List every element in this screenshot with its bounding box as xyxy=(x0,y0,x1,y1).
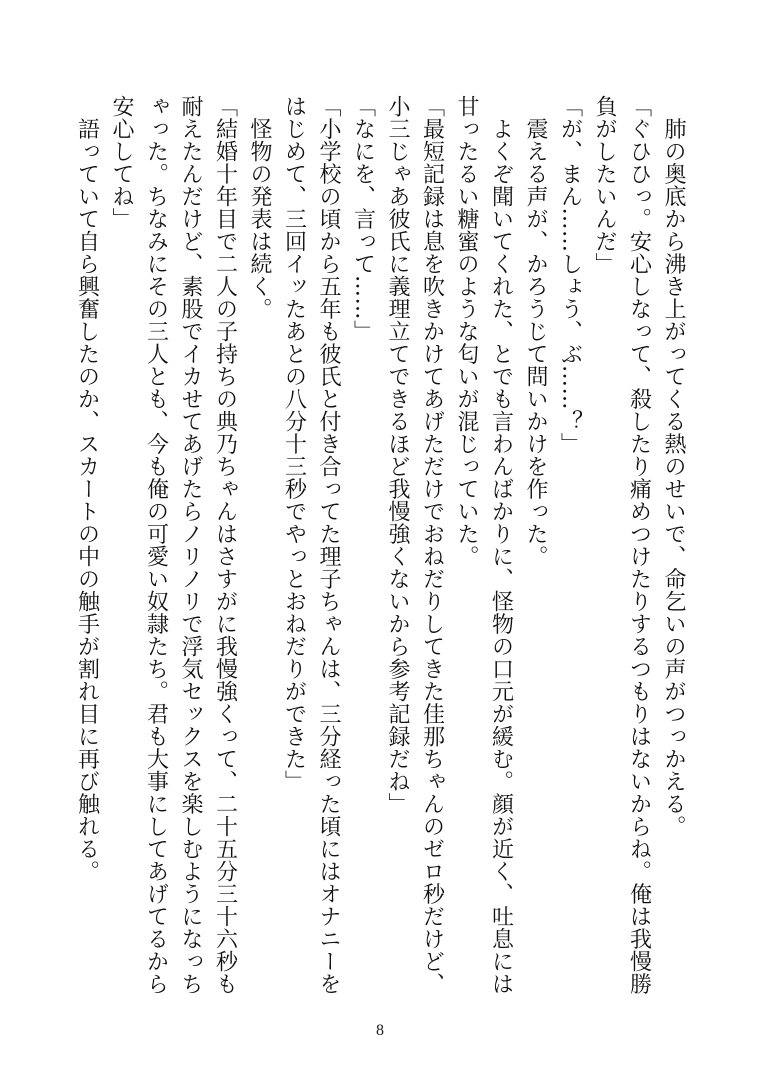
page-number: 8 xyxy=(376,1022,384,1039)
text-line: 震える声が、かろうじて問いかけを作った。 xyxy=(523,95,548,568)
text-line: 「結婚十年目で二人の子持ちの典乃ちゃんはさすがに我慢強くって、二十五分三十六秒も xyxy=(212,95,238,995)
text-line: 「最短記録は息を吹きかけてあげただけでおねだりしてきた佳那ちゃんのゼロ秒だけど、 xyxy=(419,95,445,995)
text-line: 怪物の発表は続く。 xyxy=(247,95,272,320)
text-line: 安心してね」 xyxy=(109,95,134,230)
text-line: ゃった。ちなみにその三人とも、今も俺の可愛い奴隷たち。君も大事にしてあげてるから xyxy=(143,95,169,995)
text-line: 語っていて自ら興奮したのか、スカートの中の触手が割れ目に再び触れる。 xyxy=(74,95,100,883)
text-line: 小三じゃあ彼氏に義理立てできるほど我慢強くないから参考記録だね」 xyxy=(385,95,410,815)
text-line: よくぞ聞いてくれた、とでも言わんばかりに、怪物の口元が緩む。顔が近く、吐息には xyxy=(488,95,514,995)
vertical-text-body xyxy=(74,95,690,1025)
text-line: 甘ったるい糖蜜のような匂いが混じっていた。 xyxy=(454,95,479,568)
text-line: 「小学校の頃から五年も彼氏と付き合ってた理子ちゃんは、三分経った頃にはオナニーを xyxy=(316,95,341,995)
text-line: 耐えたんだけど、素股でイカせてあげたらノリノリで浮気セックスを楽しむようになっち xyxy=(178,95,203,995)
text-line: 肺の奥底から沸き上がってくる熱のせいで、命乞いの声がつっかえる。 xyxy=(661,95,686,838)
text-line: 「が、まん……しょう、ぶ……？」 xyxy=(557,95,583,455)
text-line: はじめて、三回イッたあとの八分十三秒でやっとおねだりができた」 xyxy=(281,95,307,793)
text-line: 「なにを、言って……」 xyxy=(350,95,376,343)
text-line: 負がしたいんだ」 xyxy=(592,95,617,275)
text-line: 「ぐひひっ。安心しなって、殺したり痛めつけたりするつもりはないからね。俺は我慢勝 xyxy=(626,95,652,995)
